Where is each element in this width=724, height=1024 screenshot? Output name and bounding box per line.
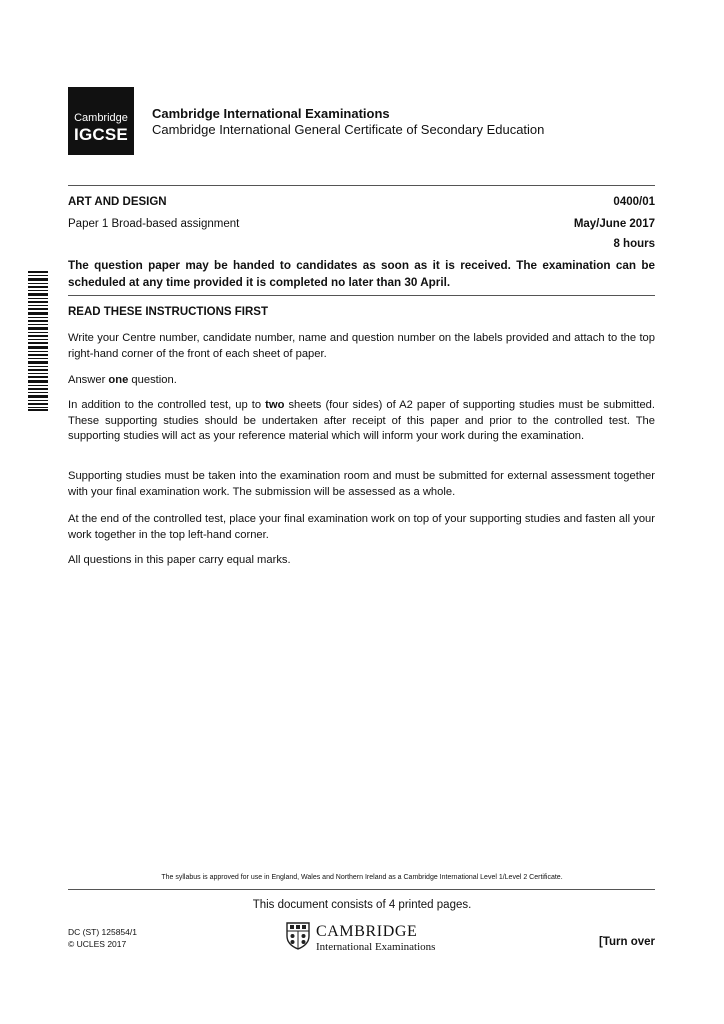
shield-icon (286, 922, 310, 950)
cambridge-subtitle: International Examinations (316, 941, 436, 953)
instruction-paragraph: At the end of the controlled test, place your final examination work on top of your supporting studies and fasten all your work together in the top left-hand corner. (68, 513, 655, 541)
text-fragment: In addition to the controlled test, up to (68, 399, 266, 411)
org-title: Cambridge International Examinations (152, 106, 390, 121)
syllabus-note: The syllabus is approved for use in England, Wales and Northern Ireland as a Cambridge International Level 1/Level 2 Certificate. (161, 874, 563, 881)
divider (68, 185, 655, 186)
emphasis: two (265, 399, 285, 411)
exam-duration: 8 hours (613, 238, 655, 250)
instruction-paragraph: Write your Centre number, candidate number, name and question number on the labels provided and attach to the top right-hand corner of the front of each sheet of paper. (68, 332, 655, 360)
turn-over-label: [Turn over (598, 936, 655, 948)
logo-line-2: IGCSE (74, 125, 128, 144)
instructions-heading: READ THESE INSTRUCTIONS FIRST (68, 306, 268, 318)
instruction-paragraph: Supporting studies must be taken into the examination room and must be submitted for external assessment together with your final examination work. The submission will be assessed as a whole. (68, 470, 655, 498)
cambridge-logo (286, 922, 446, 954)
divider (68, 295, 655, 296)
scheduling-notice: The question paper may be handed to candidates as soon as it is received. The examination can be scheduled at any time provided it is completed no later than 30 April. (68, 259, 655, 289)
exam-session: May/June 2017 (573, 218, 655, 230)
emphasis: one (108, 374, 129, 386)
logo-line-1: Cambridge (74, 112, 128, 124)
instruction-paragraph (68, 398, 655, 445)
copyright: © UCLES 2017 (68, 939, 127, 949)
paper-name: Paper 1 Broad-based assignment (68, 218, 240, 230)
text-fragment: Answer (68, 374, 109, 386)
cambridge-wordmark: CAMBRIDGE (316, 923, 418, 940)
page-count-note: This document consists of 4 printed pages. (252, 899, 472, 911)
org-subtitle: Cambridge International General Certificate of Secondary Education (152, 122, 545, 137)
barcode (28, 271, 48, 411)
cambridge-igcse-logo (68, 87, 134, 155)
text-fragment: question. (128, 374, 177, 386)
subject-title: ART AND DESIGN (68, 196, 167, 208)
instruction-paragraph (68, 373, 655, 389)
barcode-graphic (28, 271, 48, 411)
document-code: DC (ST) 125854/1 (68, 927, 137, 937)
instruction-paragraph: All questions in this paper carry equal marks. (68, 554, 291, 566)
paper-code: 0400/01 (613, 196, 655, 208)
text-fragment: sheets (four sides) of A2 paper of supporting studies must be submitted. These supporting studies should be undertaken after receipt of this paper and prior to the controlled test. The supporting studies will act as your reference material which will inform your work during the examination. (68, 399, 655, 442)
divider (68, 889, 655, 890)
